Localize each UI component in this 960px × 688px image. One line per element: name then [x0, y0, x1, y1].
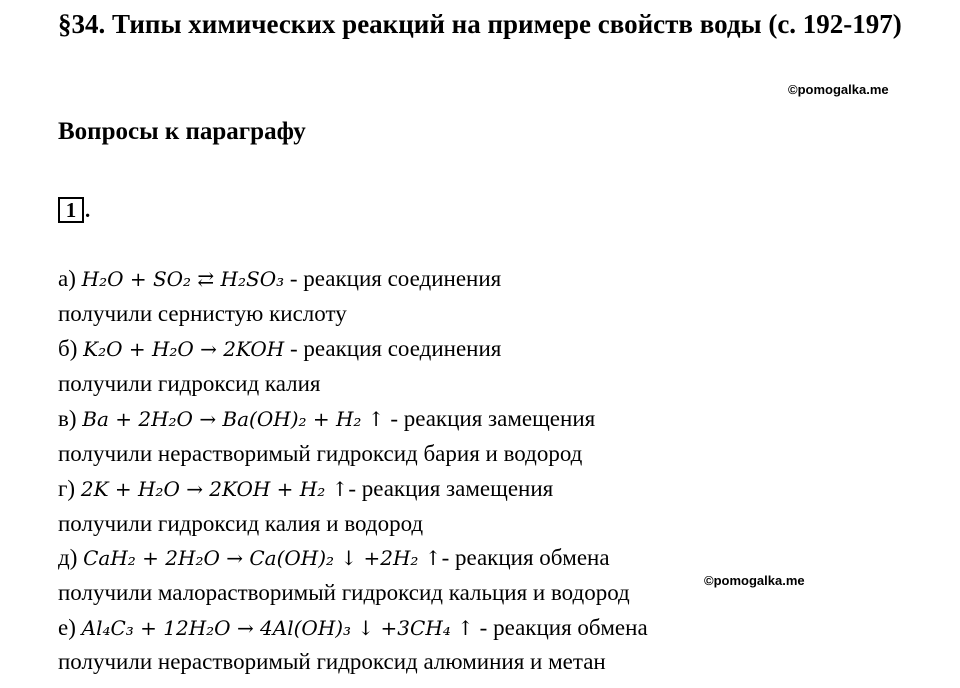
- item-label: б): [58, 336, 84, 361]
- result-line-a: получили сернистую кислоту: [58, 301, 347, 326]
- watermark-top: ©pomogalka.me: [788, 82, 889, 97]
- reaction-line-e: [58, 613, 648, 643]
- equation: K₂O + H₂O → 2KOH: [83, 337, 285, 361]
- reaction-type: - реакция соединения: [284, 336, 502, 361]
- equation: 2K + H₂O → 2KOH + H₂ ↑: [80, 477, 349, 501]
- question-number-box: 1: [58, 197, 84, 223]
- reaction-line-b: [58, 334, 501, 364]
- reaction-line-g: [58, 474, 553, 504]
- reaction-type: - реакция обмена: [473, 615, 648, 640]
- reaction-type: - реакция соединения: [284, 266, 502, 291]
- equation: CaH₂ + 2H₂O → Ca(OH)₂ ↓ +2H₂ ↑: [83, 546, 442, 570]
- result-line-e: получили нерастворимый гидроксид алюминия и метан: [58, 649, 606, 674]
- equation: H₂O + SO₂ ⇄ H₂SO₃: [81, 267, 285, 291]
- result-line-g: получили гидроксид калия и водород: [58, 511, 424, 536]
- reaction-line-v: [58, 404, 595, 434]
- reaction-line-d: [58, 543, 610, 573]
- reaction-type: - реакция замещения: [348, 476, 554, 501]
- reaction-type: - реакция обмена: [441, 545, 610, 570]
- page-title: §34. Типы химических реакций на примере свойств воды (с. 192-197): [58, 9, 902, 39]
- reaction-line-a: [58, 264, 501, 294]
- section-heading: Вопросы к параграфу: [58, 118, 306, 145]
- result-line-b: получили гидроксид калия: [58, 371, 321, 396]
- reaction-type: - реакция замещения: [384, 406, 596, 431]
- result-line-d: получили малорастворимый гидроксид кальция и водород: [58, 580, 630, 605]
- equation: Al₄C₃ + 12H₂O → 4Al(OH)₃ ↓ +3CH₄ ↑: [81, 616, 474, 640]
- watermark-bottom: ©pomogalka.me: [704, 573, 805, 588]
- item-label: е): [58, 615, 82, 640]
- item-label: в): [58, 406, 83, 431]
- equation: Ba + 2H₂O → Ba(OH)₂ + H₂ ↑: [82, 407, 385, 431]
- result-line-v: получили нерастворимый гидроксид бария и водород: [58, 441, 583, 466]
- item-label: г): [58, 476, 81, 501]
- item-label: а): [58, 266, 82, 291]
- item-label: д): [58, 545, 84, 570]
- question-number-dot: .: [85, 198, 91, 222]
